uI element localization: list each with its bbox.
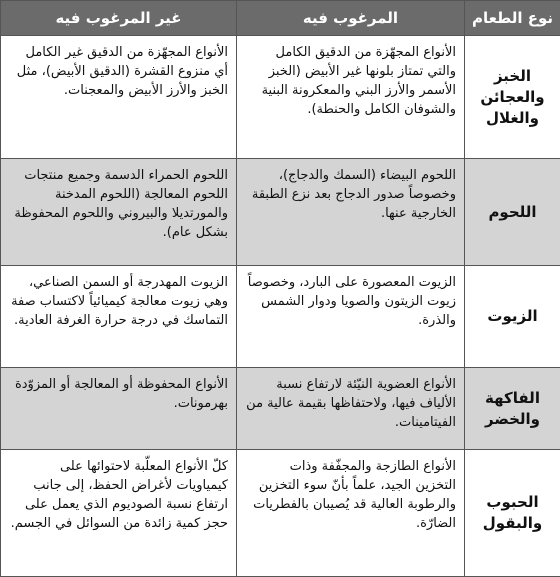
row-undesirable: كلّ الأنواع المعلّبة لاحتوائها على كيمياويات لأغراض الحفظ، إلى جانب ارتفاع نسبة الصوديوم الذي يعمل على حجز كمية زائدة من السوائل في الجسم.: [1, 450, 237, 577]
row-food-type: الحبوب والبقول: [465, 450, 560, 577]
row-desirable: اللحوم البيضاء (السمك والدجاج)، وخصوصاً صدور الدجاج بعد نزع الطبقة الخارجية عنها.: [237, 159, 465, 266]
row-undesirable: الأنواع المجهّزة من الدقيق غير الكامل أي منزوع القشرة (الدقيق الأبيض)، مثل الخبز والأرز الأبيض والمعجنات.: [1, 36, 237, 159]
row-undesirable: اللحوم الحمراء الدسمة وجميع منتجات اللحوم المعالجة (اللحوم المدخنة والمورتديلا والبيروني واللحوم المحفوظة بشكل عام).: [1, 159, 237, 266]
row-food-type: الزيوت: [465, 266, 560, 368]
table-row: [1, 266, 560, 368]
header-undesirable: غير المرغوب فيه: [1, 1, 237, 36]
row-undesirable: الزيوت المهدرجة أو السمن الصناعي، وهي زيوت معالجة كيميائياً لاكتساب صفة التماسك في درجة حرارة الغرفة العادية.: [1, 266, 237, 368]
table-row: [1, 368, 560, 450]
row-desirable: الزيوت المعصورة على البارد، وخصوصاً زيوت الزيتون والصويا ودوار الشمس والذرة.: [237, 266, 465, 368]
row-desirable: الأنواع العضوية النيّئة لارتفاع نسبة الألياف فيها، ولاحتفاظها بقيمة عالية من الفيتامينات.: [237, 368, 465, 450]
row-undesirable: الأنواع المحفوظة أو المعالجة أو المزوّدة بهرمونات.: [1, 368, 237, 450]
header-desirable: المرغوب فيه: [237, 1, 465, 36]
header-row: [1, 1, 560, 36]
row-food-type: اللحوم: [465, 159, 560, 266]
row-food-type: الخبز والعجائن والغلال: [465, 36, 560, 159]
table-row: [1, 450, 560, 577]
row-desirable: الأنواع الطازجة والمجفّفة وذات التخزين الجيد، علماً بأنّ سوء التخزين والرطوبة العالية قد يُصيبان بالفطريات الضارّة.: [237, 450, 465, 577]
row-desirable: الأنواع المجهّزة من الدقيق الكامل والتي تمتاز بلونها غير الأبيض (الخبز الأسمر والأرز البني والمعكرونة البنية والشوفان الكامل والحنطة).: [237, 36, 465, 159]
header-food-type: نوع الطعام: [465, 1, 560, 36]
row-food-type: الفاكهة والخضر: [465, 368, 560, 450]
table-row: [1, 159, 560, 266]
table-row: [1, 36, 560, 159]
